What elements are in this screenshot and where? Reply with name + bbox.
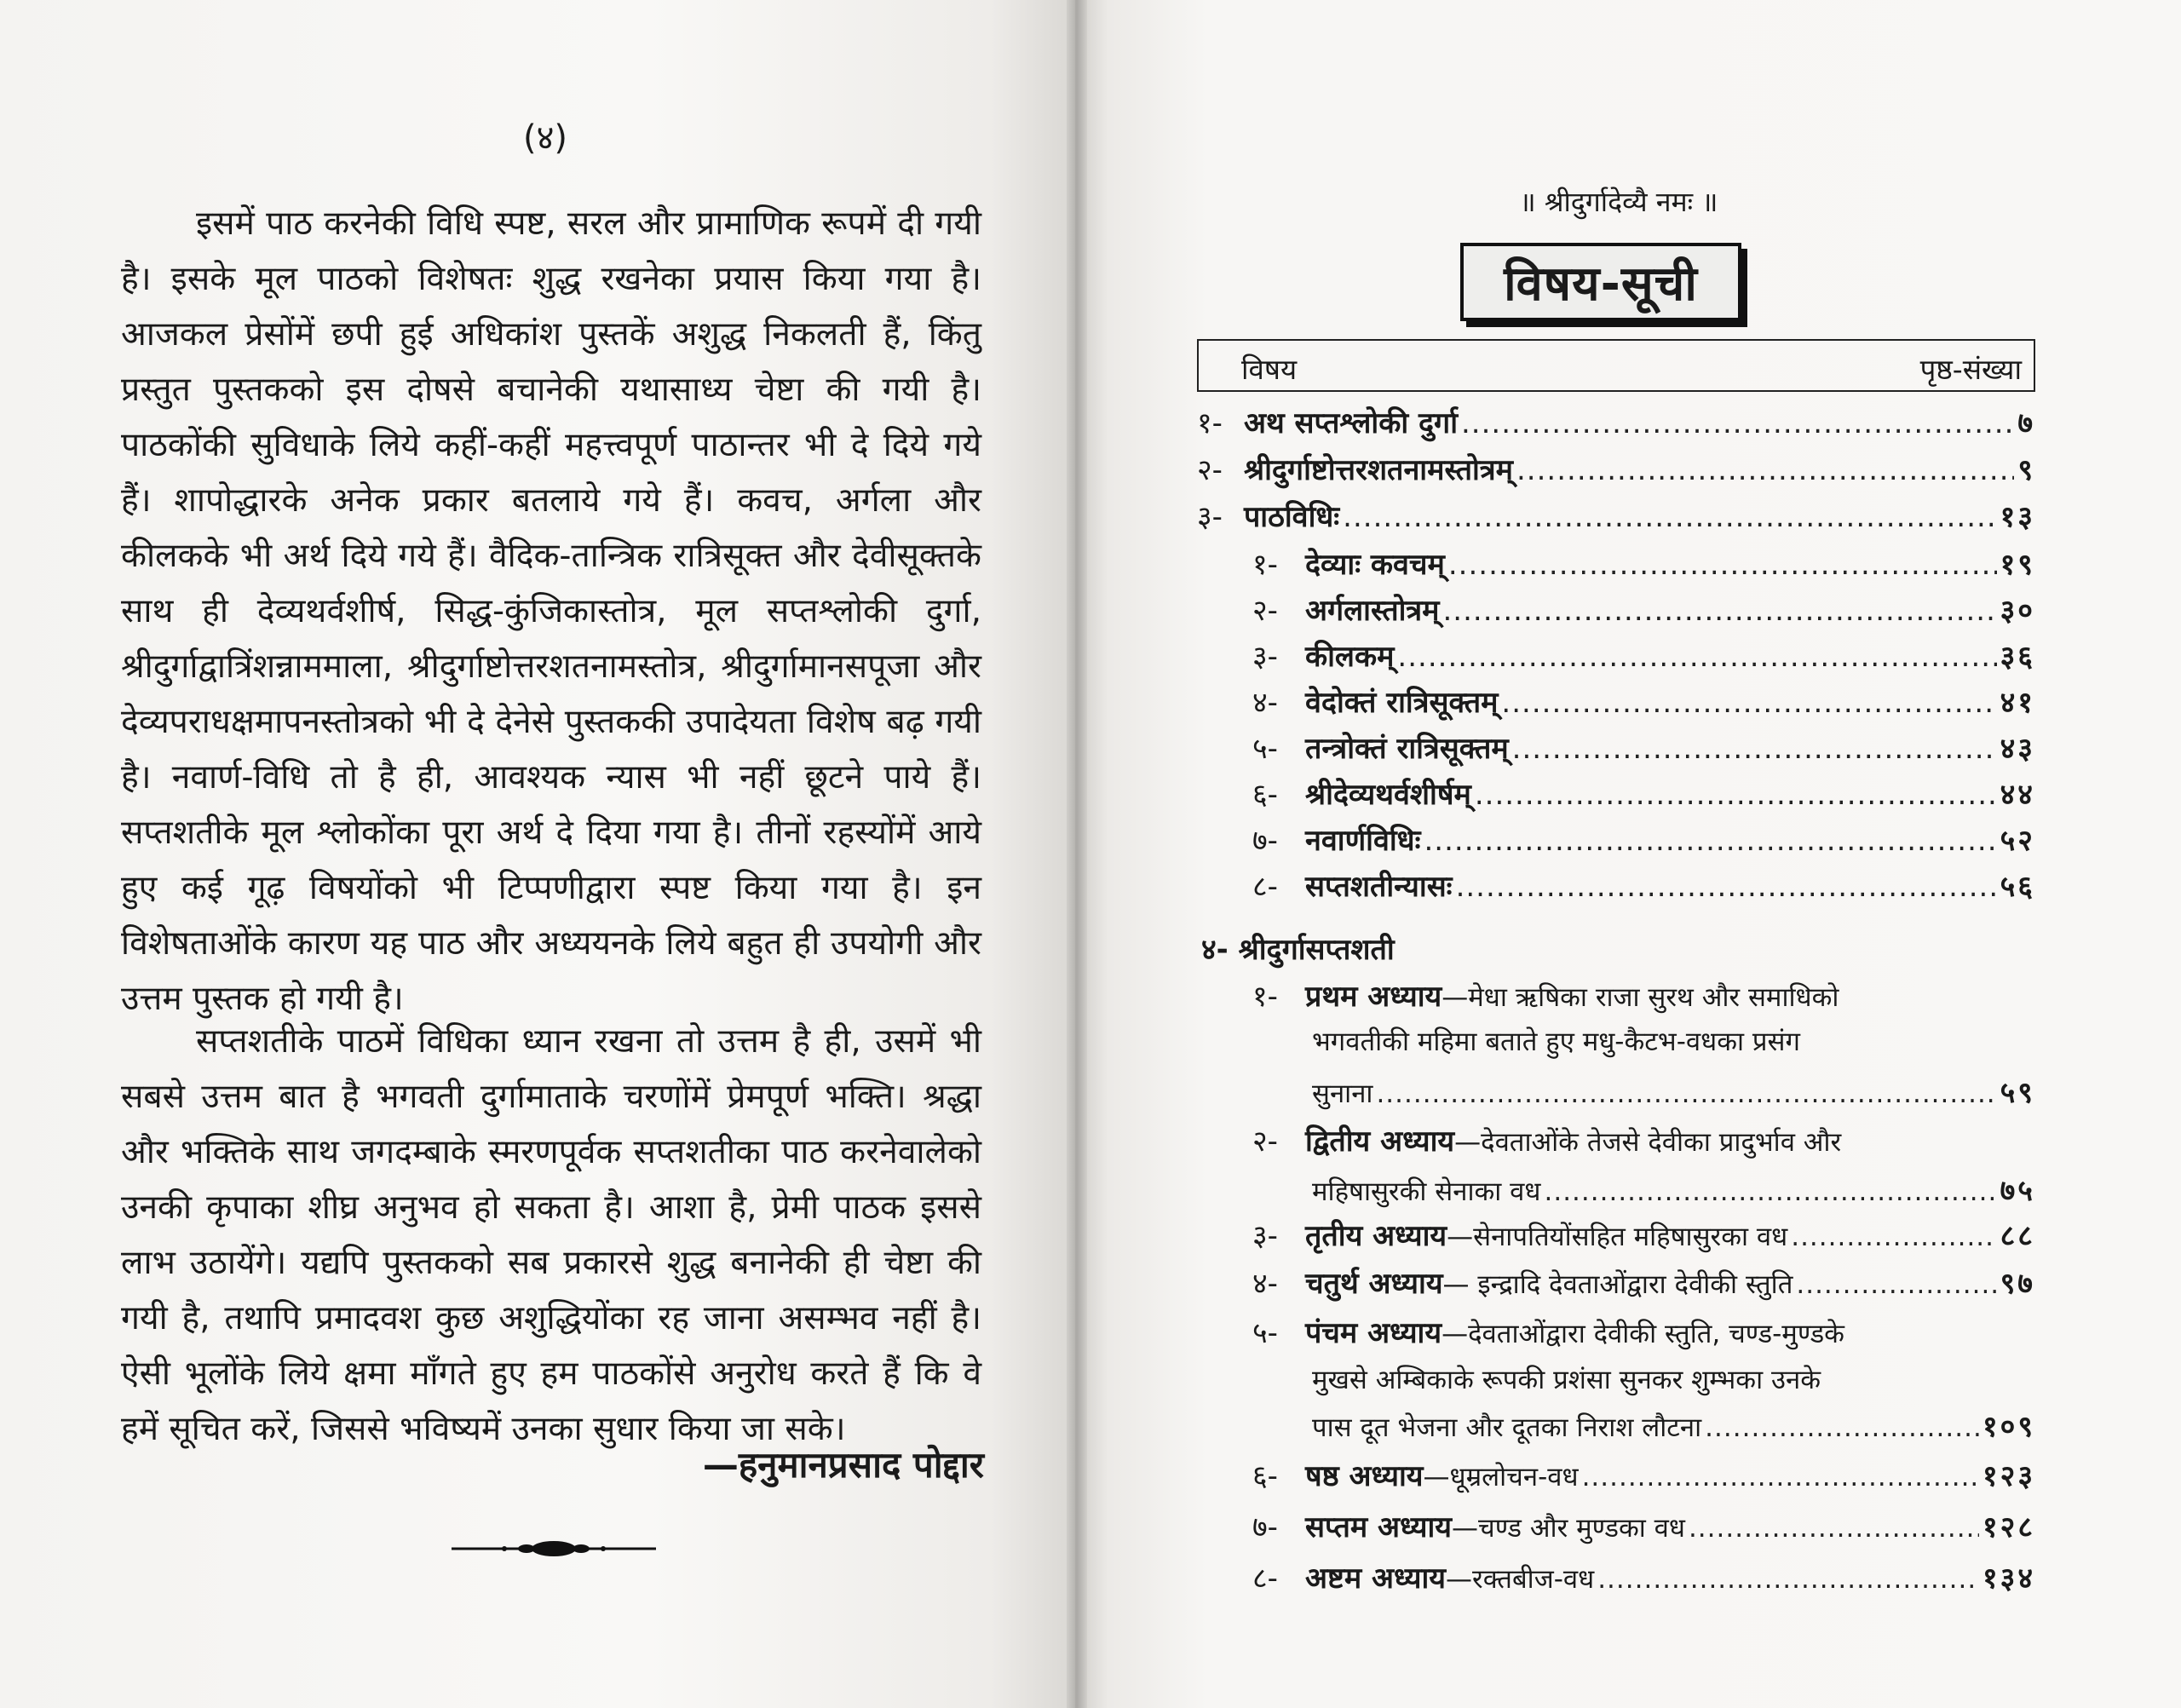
toc-chapter-entry[interactable]: ६- षष्ठ अध्याय —धूम्रलोचन-वध ..... १२३ [1252, 1455, 2035, 1499]
toc-chapter-continuation: मुखसे अम्बिकाके रूपकी प्रशंसा सुनकर शुम्भका उनके [1312, 1365, 1821, 1395]
preface-paragraph-1: इसमें पाठ करनेकी विधि स्पष्ट, सरल और प्रामाणिक रूपमें दी गयी है। इसके मूल पाठको विशेषतः शुद्ध रखनेका प्रयास किया गया है। आजकल प्रेसोंमें छपी हुई अधिकांश पुस्तकें अशुद्ध निकलती हैं, किंतु प्रस्तुत पुस्तकको इस दोषसे बचानेकी यथासाध्य चेष्टा की गयी है। पाठकोंकी सुविधाके लिये कहीं-कहीं महत्त्वपूर्ण पाठान्तर भी दे दिये गये हैं। शापोद्धारके अनेक प्रकार बतलाये गये हैं। कवच, अर्गला और कीलकके भी अर्थ दिये गये हैं। वैदिक-तान्त्रिक रात्रिसूक्त और देवीसूक्तके साथ ही देव्यथर्वशीर्ष, सिद्ध-कुंजिकास्तोत्र, मूल सप्तश्लोकी दुर्गा, श्रीदुर्गाद्वात्रिंशन्नाममाला, श्रीदुर्गाष्टोत्तरशतनामस्तोत्र, श्रीदुर्गामानसपूजा और देव्यपराधक्षमापनस्तोत्रको भी दे देनेसे पुस्तककी उपादेयता विशेष बढ़ गयी है। नवार्ण-विधि तो है ही, आवश्यक न्यास भी नहीं छूटने पाये हैं। सप्तशतीके मूल श्लोकोंका पूरा अर्थ दे दिया गया है। तीनों रहस्योंमें आये हुए कई गूढ़ विषयोंको भी टिप्पणीद्वारा स्पष्ट किया गया है। इन विशेषताओंके कारण यह पाठ और अध्ययनके लिये बहुत ही उपयोगी और उत्तम पुस्तक हो गयी है। [121, 204, 981, 1018]
toc-entry[interactable]: २- श्रीदुर्गाष्टोत्तरशतनामस्तोत्रम् ..... ९ [1197, 449, 2035, 493]
toc-chapter-entry[interactable]: ४- चतुर्थ अध्याय — इन्द्रादि देवताओंद्वारा देवीकी स्तुति ..... ९७ [1252, 1262, 2035, 1307]
toc-chapter-entry[interactable]: ७- सप्तम अध्याय —चण्ड और मुण्डका वध ..... १२८ [1252, 1506, 2035, 1550]
contents-title: विषय-सूची [1460, 243, 1741, 321]
toc-header-page: पृष्ठ-संख्या [1919, 353, 2022, 386]
toc-sub-entry[interactable]: २- अर्गलास्तोत्रम् ..... ३० [1252, 589, 2035, 634]
toc-page-number: ५६ [2000, 870, 2035, 904]
invocation: ॥ श्रीदुर्गादेव्यै नमः ॥ [1519, 186, 1718, 218]
toc-header-subject: विषय [1241, 353, 1298, 386]
toc-chapter-continuation: महिषासुरकी सेनाका वध ..... ७५ [1312, 1170, 2035, 1214]
toc-page-number: १२८ [1982, 1510, 2035, 1544]
divider-ornament-icon [452, 1533, 656, 1564]
toc-header [1197, 339, 2035, 392]
toc-page-number: ९७ [2000, 1267, 2035, 1301]
toc-section-heading[interactable]: ४- श्रीदुर्गासप्तशती [1201, 933, 1395, 967]
toc-sub-entry[interactable]: ८- सप्तशतीन्यासः ..... ५६ [1252, 866, 2035, 910]
toc-page-number: ३६ [2000, 640, 2035, 674]
toc-chapter-entry[interactable]: ८- अष्टम अध्याय —रक्तबीज-वध ..... १३४ [1252, 1557, 2035, 1602]
toc-chapter-continuation: पास दूत भेजना और दूतका निराश लौटना ..... १०९ [1312, 1406, 2035, 1450]
toc-page-number: ४४ [2000, 778, 2035, 812]
toc-entry[interactable]: ३- पाठविधिः ..... १३ [1197, 496, 2035, 540]
toc-chapter-entry[interactable]: ५- पंचम अध्याय—देवताओंद्वारा देवीकी स्तुति, चण्ड-मुण्डके [1252, 1316, 1844, 1350]
toc-chapter-entry[interactable]: ३- तृतीय अध्याय —सेनापतियोंसहित महिषासुरका वध ..... ८८ [1252, 1215, 2035, 1259]
toc-entry[interactable]: १- अथ सप्तश्लोकी दुर्गा ..... ७ [1197, 402, 2035, 446]
toc-page-number: ७ [2017, 406, 2035, 440]
toc-page-number: १३ [2000, 500, 2035, 534]
toc-page-number: ५२ [2000, 824, 2035, 858]
toc-sub-entry[interactable]: ५- तन्त्रोक्तं रात्रिसूक्तम् ..... ४३ [1252, 727, 2035, 772]
toc-chapter-continuation: सुनाना ..... ५९ [1312, 1072, 2035, 1116]
toc-page-number: ३० [2000, 594, 2035, 628]
toc-sub-entry[interactable]: ७- नवार्णविधिः ..... ५२ [1252, 819, 2035, 864]
toc-chapter-entry[interactable]: २- द्वितीय अध्याय—देवताओंके तेजसे देवीका प्रादुर्भाव और [1252, 1124, 1842, 1159]
toc-chapter-entry[interactable]: १- प्रथम अध्याय—मेधा ऋषिका राजा सुरथ और समाधिको [1252, 980, 1839, 1014]
toc-sub-entry[interactable]: १- देव्याः कवचम् ..... १९ [1252, 543, 2035, 588]
toc-sub-entry[interactable]: ६- श्रीदेव्यथर्वशीर्षम् ..... ४४ [1252, 773, 2035, 818]
toc-page-number: ४३ [2000, 732, 2035, 766]
toc-chapter-continuation: भगवतीकी महिमा बताते हुए मधु-कैटभ-वधका प्रसंग [1312, 1027, 1800, 1057]
left-page [0, 0, 1075, 1708]
toc-page-number: १९ [2000, 548, 2035, 582]
toc-sub-entry[interactable]: ४- वेदोक्तं रात्रिसूक्तम् ..... ४१ [1252, 681, 2035, 726]
page-number: (४) [522, 118, 567, 158]
author-signature: —हनुमानप्रसाद पोद्दार [702, 1444, 984, 1486]
toc-page-number: १३४ [1982, 1561, 2035, 1596]
preface-paragraph-2: सप्तशतीके पाठमें विधिका ध्यान रखना तो उत्तम है ही, उसमें भी सबसे उत्तम बात है भगवती दुर्गामाताके चरणोंमें प्रेमपूर्ण भक्ति। श्रद्धा और भक्तिके साथ जगदम्बाके स्मरणपूर्वक सप्तशतीका पाठ करनेवालेको उनकी कृपाका शीघ्र अनुभव हो सकता है। आशा है, प्रेमी पाठक इससे लाभ उठायेंगे। यद्यपि पुस्तकको सब प्रकारसे शुद्ध बनानेकी ही चेष्टा की गयी है, तथापि प्रमादवश कुछ अशुद्धियोंका रह जाना असम्भव नहीं है। ऐसी भूलोंके लिये क्षमा माँगते हुए हम पाठकोंसे अनुरोध करते हैं कि वे हमें सूचित करें, जिससे भविष्यमें उनका सुधार किया जा सके। [121, 1022, 981, 1448]
toc-page-number: ४१ [2000, 686, 2035, 720]
toc-page-number: ९ [2017, 453, 2035, 487]
toc-sub-entry[interactable]: ३- कीलकम् ..... ३६ [1252, 635, 2035, 680]
toc-page-number: ५९ [2000, 1076, 2035, 1110]
toc-page-number: १२३ [1982, 1459, 2035, 1493]
toc-page-number: ७५ [2000, 1174, 2035, 1208]
book-spine [1067, 0, 1087, 1708]
toc-page-number: १०९ [1982, 1410, 2035, 1444]
toc-page-number: ८८ [2000, 1219, 2035, 1253]
